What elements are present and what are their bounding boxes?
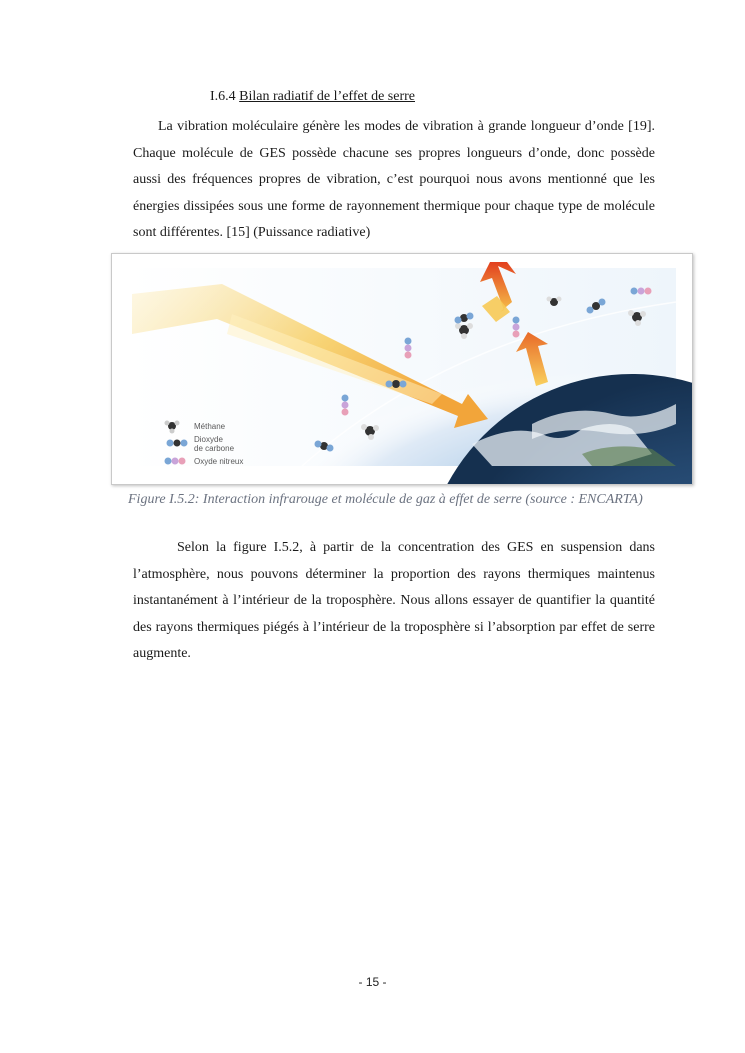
greenhouse-illustration xyxy=(112,254,692,484)
greenhouse-figure xyxy=(111,253,693,485)
legend-n2o-label: Oxyde nitreux xyxy=(194,457,244,466)
n2o-molecule-icon xyxy=(513,317,520,338)
section-heading xyxy=(210,88,415,106)
legend-co2-label: Dioxyde xyxy=(194,435,223,444)
section-number: I.6.4 xyxy=(210,89,236,104)
legend-methane-label: Méthane xyxy=(194,422,226,431)
n2o-molecule-icon xyxy=(631,288,652,295)
n2o-molecule-icon xyxy=(405,338,412,359)
paragraph-2: Selon la figure I.5.2, à partir de la concentration des GES en suspension dans l’atmosphère, nous pouvons déterminer la proportion des rayons thermiques maintenus instantanément à l’intérieur de la troposphère. Nous allons essayer de quantifier la quantité des rayons thermiques piégés à l’intérieur de la troposphère si l’absorption par effet de serre augmente. xyxy=(133,540,655,661)
co2-molecule-icon xyxy=(386,380,407,388)
legend-co2-label-2: de carbone xyxy=(194,444,235,453)
section-title: Bilan radiatif de l’effet de serre xyxy=(239,89,415,104)
n2o-molecule-icon xyxy=(342,395,349,416)
figure-caption: Figure I.5.2: Interaction infrarouge et molécule de gaz à effet de serre (source : ENCARTA) xyxy=(128,492,643,507)
page-number: - 15 - xyxy=(358,975,387,989)
paragraph-1: La vibration moléculaire génère les modes de vibration à grande longueur d’onde [19]. Chaque molécule de GES possède chacune ses propres longueurs d’onde, donc possède aussi des fréquences propres de vibration, c’est pourquoi nous avons mentionné que les énergies dissipées sous une forme de rayonnement thermique pour chaque type de molécule sont différentes. [15] (Puissance radiative) xyxy=(133,119,655,240)
